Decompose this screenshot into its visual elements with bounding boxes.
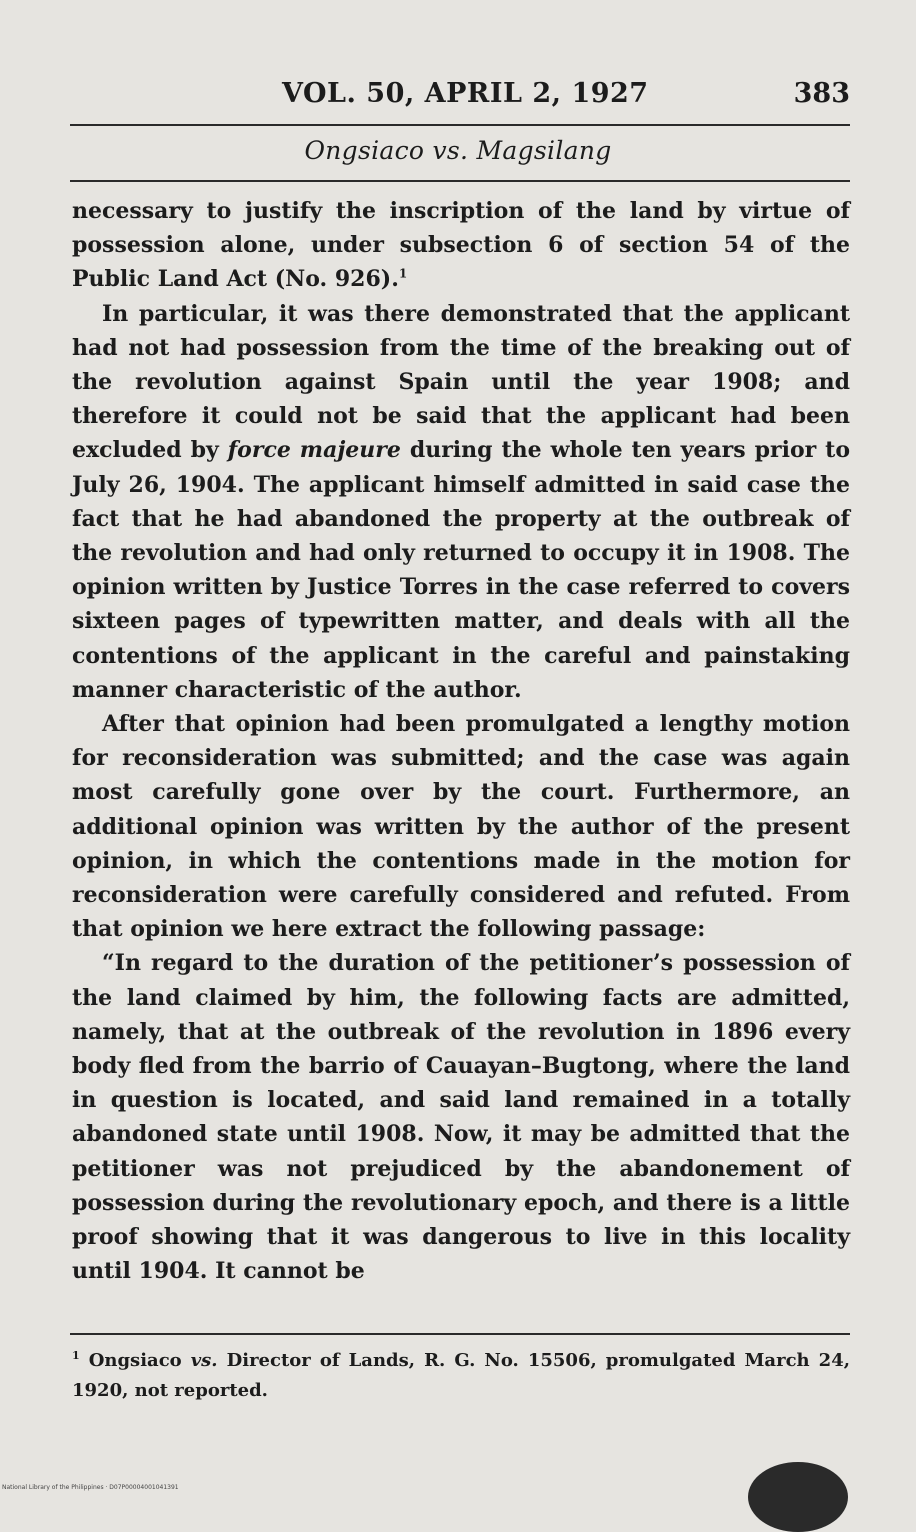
page-number: 383: [793, 78, 850, 109]
paragraph-1-text: necessary to justify the inscription of the land by virtue of possession alone, under subsection 6 of section 54 of the Public Land Act (No. 926).: [72, 198, 850, 293]
footnote-text-b: Director of Lands, R. G. No. 15506, promulgated March 24, 1920, not reported.: [72, 1350, 850, 1401]
page-header: [72, 78, 850, 118]
footnote-rule: [70, 1333, 850, 1335]
caption-rule: [70, 180, 850, 182]
footnote-italic: vs.: [190, 1350, 218, 1371]
scan-shadow: [748, 1462, 848, 1532]
footnote-reference: 1: [398, 267, 408, 282]
library-stamp: National Library of the Philippines · D07P00004001041391: [2, 1484, 179, 1491]
footnote-marker: 1: [72, 1349, 80, 1362]
paragraph-4-quote: “In regard to the duration of the petitioner’s possession of the land claimed by him, the following facts are admitted, namely, that at the outbreak of the revolution in 1896 every body fled from the barrio of Cauayan–Bugtong, where the land in question is located, and said land remained in a totally abandoned state until 1908. Now, it may be admitted that the petitioner was not prejudiced by the abandonement of possession during the revolutionary epoch, and there is a little proof showing that it was dangerous to live in this locality until 1904. It cannot be: [72, 950, 850, 1285]
paragraph-3: After that opinion had been promulgated a lengthy motion for reconsideration was submitted; and the case was again most carefully gone over by the court. Furthermore, an additional opinion was written by the author of the present opinion, in which the contentions made in the motion for reconsideration were carefully considered and refuted. From that opinion we here extract the following passage:: [72, 711, 850, 943]
body-text: [72, 194, 850, 1289]
paragraph-2: [72, 297, 850, 707]
running-title: VOL. 50, APRIL 2, 1927: [282, 78, 649, 109]
case-caption: Ongsiaco vs. Magsilang: [304, 136, 612, 165]
paragraph-2-text-b: during the whole ten years prior to July 26, 1904. The applicant himself admitted in said case the fact that he had abandoned the property at the outbreak of the revolution and had only returned to occupy it in 1908. The opinion written by Justice Torres in the case referred to covers sixteen pages of typewritten matter, and deals with all the contentions of the applicant in the careful and painstaking manner characteristic of the author.: [72, 437, 850, 703]
footnote-text-a: Ongsiaco: [79, 1350, 191, 1371]
header-rule: [70, 124, 850, 126]
paragraph-2-text-a: In particular, it was there demonstrated that the applicant had not had possession from the time of the breaking out of the revolution against Spain until the year 1908; and therefore it could not be said that the applicant had been excluded by: [72, 300, 850, 464]
paragraph-1: [72, 194, 850, 297]
paragraph-2-italic: force majeure: [227, 437, 401, 464]
footnote: [72, 1346, 850, 1406]
